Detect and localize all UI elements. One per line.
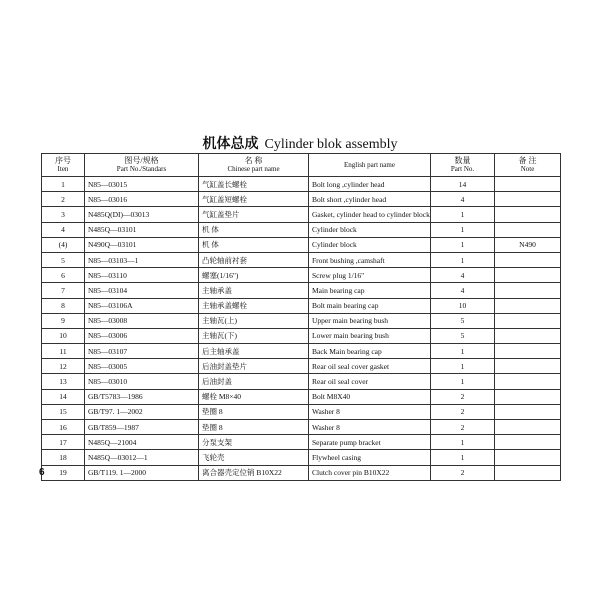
cell-english-name: Upper main bearing bush [309,313,431,328]
cell-english-name: Bolt M8X40 [309,389,431,404]
table-row [42,420,561,435]
cell-quantity: 1 [431,237,495,252]
cell-english-name: Main bearing cap [309,283,431,298]
cell-note [495,207,561,222]
cell-english-name: Cylinder block [309,222,431,237]
cell-note [495,298,561,313]
table-row [42,268,561,283]
cell-part-no: N485Q—03101 [85,222,199,237]
cell-note [495,450,561,465]
cell-chinese-name: 主轴瓦(上) [199,313,309,328]
cell-note [495,177,561,192]
cell-chinese-name: 螺栓 M8×40 [199,389,309,404]
cell-item: 19 [42,465,85,480]
cell-note [495,435,561,450]
table-row [42,328,561,343]
table-row [42,374,561,389]
cell-item: 11 [42,344,85,359]
cell-note [495,192,561,207]
cell-item: 2 [42,192,85,207]
cell-item: 3 [42,207,85,222]
cell-chinese-name: 气缸盖短螺栓 [199,192,309,207]
cell-english-name: Rear oil seal cover gasket [309,359,431,374]
cell-part-no: N485Q(DI)—03013 [85,207,199,222]
cell-item: 16 [42,420,85,435]
cell-item: 10 [42,328,85,343]
cell-chinese-name: 离合器壳定位销 B10X22 [199,465,309,480]
cell-part-no: N485Q—03012—1 [85,450,199,465]
cell-quantity: 4 [431,283,495,298]
cell-item: 6 [42,268,85,283]
cell-note [495,389,561,404]
cell-item: 15 [42,404,85,419]
header-quantity: 数量 Part No. [431,154,495,177]
cell-part-no: N85—03008 [85,313,199,328]
cell-chinese-name: 后油封盖 [199,374,309,389]
cell-quantity: 2 [431,465,495,480]
table-row [42,344,561,359]
cell-item: 8 [42,298,85,313]
cell-part-no: N490Q—03101 [85,237,199,252]
table-row [42,450,561,465]
cell-note [495,344,561,359]
table-row [42,207,561,222]
cell-quantity: 1 [431,435,495,450]
cell-part-no: N85—03106A [85,298,199,313]
cell-quantity: 1 [431,450,495,465]
cell-note [495,404,561,419]
cell-part-no: N85—03010 [85,374,199,389]
cell-part-no: GB/T5783—1986 [85,389,199,404]
cell-chinese-name: 主轴瓦(下) [199,328,309,343]
cell-note [495,268,561,283]
table-body [42,177,561,481]
cell-part-no: GB/T859—1987 [85,420,199,435]
table-row [42,389,561,404]
header-item: 序号 Iten [42,154,85,177]
cell-part-no: N85—03103—1 [85,252,199,267]
cell-chinese-name: 飞轮壳 [199,450,309,465]
cell-english-name: Bolt short ,cylinder head [309,192,431,207]
cell-item: 1 [42,177,85,192]
cell-english-name: Washer 8 [309,420,431,435]
cell-quantity: 2 [431,404,495,419]
cell-item: 12 [42,359,85,374]
cell-note [495,252,561,267]
cell-quantity: 1 [431,252,495,267]
cell-note [495,222,561,237]
cell-item: 9 [42,313,85,328]
cell-note: N490 [495,237,561,252]
header-note: 备 注 Note [495,154,561,177]
cell-item: 7 [42,283,85,298]
cell-english-name: Bolt main bearing cap [309,298,431,313]
cell-english-name: Lower main bearing bush [309,328,431,343]
cell-chinese-name: 主轴承盖螺栓 [199,298,309,313]
cell-item: (4) [42,237,85,252]
table-row [42,465,561,480]
cell-english-name: Clutch cover pin B10X22 [309,465,431,480]
cell-note [495,359,561,374]
cell-chinese-name: 机 体 [199,222,309,237]
cell-quantity: 2 [431,420,495,435]
cell-part-no: N85—03015 [85,177,199,192]
cell-note [495,283,561,298]
table-row [42,435,561,450]
cell-part-no: GB/T97. 1—2002 [85,404,199,419]
table-row [42,313,561,328]
cell-english-name: Gasket, cylinder head to cylinder block [309,207,431,222]
cell-chinese-name: 螺塞(1/16") [199,268,309,283]
cell-quantity: 1 [431,374,495,389]
cell-quantity: 5 [431,328,495,343]
cell-note [495,465,561,480]
cell-english-name: Separate pump bracket [309,435,431,450]
cell-part-no: N85—03016 [85,192,199,207]
cell-english-name: Washer 8 [309,404,431,419]
cell-english-name: Bolt long ,cylinder head [309,177,431,192]
table-row [42,177,561,192]
cell-chinese-name: 后油封盖垫片 [199,359,309,374]
cell-part-no: N485Q—21004 [85,435,199,450]
table-row [42,404,561,419]
cell-quantity: 14 [431,177,495,192]
cell-english-name: Screw plug 1/16" [309,268,431,283]
cell-item: 13 [42,374,85,389]
cell-part-no: N85—03005 [85,359,199,374]
cell-part-no: N85—03110 [85,268,199,283]
cell-quantity: 4 [431,268,495,283]
table-row [42,192,561,207]
cell-chinese-name: 凸轮轴前衬套 [199,252,309,267]
cell-quantity: 1 [431,359,495,374]
cell-quantity: 4 [431,192,495,207]
cell-quantity: 2 [431,389,495,404]
cell-part-no: N85—03006 [85,328,199,343]
cell-english-name: Flywheel casing [309,450,431,465]
cell-note [495,328,561,343]
cell-chinese-name: 主轴承盖 [199,283,309,298]
table-row [42,298,561,313]
header-chinese-name: 名 称 Chinese part name [199,154,309,177]
cell-chinese-name: 气缸盖垫片 [199,207,309,222]
page-title-zh: 机体总成 [202,136,259,152]
cell-item: 14 [42,389,85,404]
cell-note [495,313,561,328]
cell-chinese-name: 分泵支架 [199,435,309,450]
table-row [42,283,561,298]
page-title [0,133,600,153]
cell-quantity: 5 [431,313,495,328]
cell-item: 17 [42,435,85,450]
page-title-en: Cylinder blok assembly [264,137,398,152]
cell-note [495,374,561,389]
cell-chinese-name: 气缸盖长螺栓 [199,177,309,192]
cell-quantity: 1 [431,344,495,359]
cell-english-name: Back Main bearing cap [309,344,431,359]
cell-chinese-name: 机 体 [199,237,309,252]
table-header-row [42,154,561,177]
cell-part-no: GB/T119. 1—2000 [85,465,199,480]
table-row [42,237,561,252]
table-row [42,222,561,237]
table-row [42,359,561,374]
cell-chinese-name: 垫圈 8 [199,420,309,435]
cell-quantity: 10 [431,298,495,313]
parts-table [41,153,561,481]
cell-english-name: Rear oil seal cover [309,374,431,389]
header-part-no: 图号/规格 Part No./Standars [85,154,199,177]
cell-english-name: Front bushing ,camshaft [309,252,431,267]
cell-chinese-name: 垫圈 8 [199,404,309,419]
cell-item: 4 [42,222,85,237]
cell-item: 5 [42,252,85,267]
page-number: 6 [39,467,45,478]
header-english-name: English part name [309,154,431,177]
cell-quantity: 1 [431,222,495,237]
cell-part-no: N85—03104 [85,283,199,298]
cell-english-name: Cylinder block [309,237,431,252]
cell-quantity: 1 [431,207,495,222]
cell-item: 18 [42,450,85,465]
table-row [42,252,561,267]
cell-chinese-name: 后主轴承盖 [199,344,309,359]
cell-part-no: N85—03107 [85,344,199,359]
cell-note [495,420,561,435]
